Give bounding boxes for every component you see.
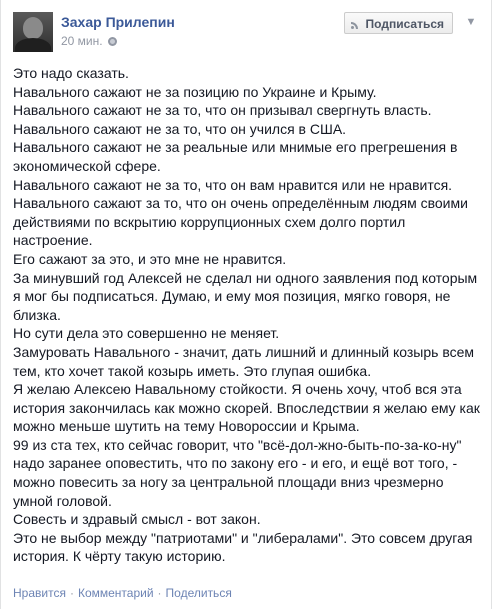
action-separator: · <box>157 586 162 600</box>
share-link[interactable]: Поделиться <box>165 586 232 600</box>
post-actions <box>13 586 232 600</box>
post-paragraph: Навального сажают не за то, что он вам нравится или не нравится. <box>13 176 453 193</box>
post-paragraph: Навального сажают не за то, что он учился в США. <box>13 120 347 137</box>
author-name[interactable]: Захар Прилепин <box>61 14 175 30</box>
post-paragraph: Но сути дела это совершенно не меняет. <box>13 325 280 342</box>
subscribe-button[interactable] <box>344 12 453 34</box>
action-separator: · <box>69 586 74 600</box>
post-paragraph: Его сажают за это, и это мне не нравится. <box>13 250 287 267</box>
post-body <box>13 64 483 566</box>
post-paragraph: Совесть и здравый смысл - вот закон. <box>13 511 261 528</box>
post-paragraph: За минувший год Алексей не сделал ни одного заявления под которым я мог бы подписаться. Думаю, и ему моя позиция, мягко говоря, не близка. <box>13 269 478 323</box>
post-paragraph: Навального сажают за то, что он очень определённым людям своими действиями по вскрытию коррупционных схем долго портил настроение. <box>13 195 468 249</box>
comment-link[interactable]: Комментарий <box>77 586 154 600</box>
post-paragraph: Замуровать Навального - значит, дать лишний и длинный козырь всем тем, кто хочет такой козырь иметь. Это глупая ошибка. <box>13 343 475 379</box>
post-header <box>13 12 479 58</box>
chevron-down-icon[interactable]: ▼ <box>465 16 477 28</box>
subscribe-label: Подписаться <box>365 17 444 31</box>
post-paragraph: 99 из ста тех, кто сейчас говорит, что "всё-дол-жно-быть-по-за-ко-ну" надо заранее оповестить, что по закону его - и его, и ещё вот того, - можно повесить за ногу за центральной площади вниз чрезмерно умной головой. <box>13 436 462 509</box>
post-paragraph: Навального сажают не за реальные или мнимые его прегрешения в экономической сфере. <box>13 139 458 174</box>
post-paragraph: Навального сажают не за позицию по Украине и Крыму. <box>13 83 377 100</box>
rss-icon <box>351 19 361 29</box>
avatar-shoulders-shape <box>15 38 51 52</box>
post-paragraph: Это не выбор между "патриотами" и "либералами". Это совсем другая история. К чёрту такую историю. <box>13 529 473 565</box>
post-paragraph: Я желаю Алексею Навальному стойкости. Я очень хочу, чтоб вся эта история закончилась как можно скорей. Впоследствии я желаю ему как можно меньше шутить на тему Новороссии и Крыма. <box>13 381 480 435</box>
post-timestamp[interactable]: 20 мин. <box>61 34 103 48</box>
like-link[interactable]: Нравится <box>13 586 66 600</box>
avatar-head-shape <box>23 17 43 39</box>
post-meta <box>61 34 117 48</box>
post-paragraph: Навального сажают не за то, что он призывал свергнуть власть. <box>13 102 432 119</box>
globe-icon <box>108 37 117 46</box>
avatar[interactable] <box>13 12 53 52</box>
post-paragraph: Это надо сказать. <box>13 65 129 81</box>
